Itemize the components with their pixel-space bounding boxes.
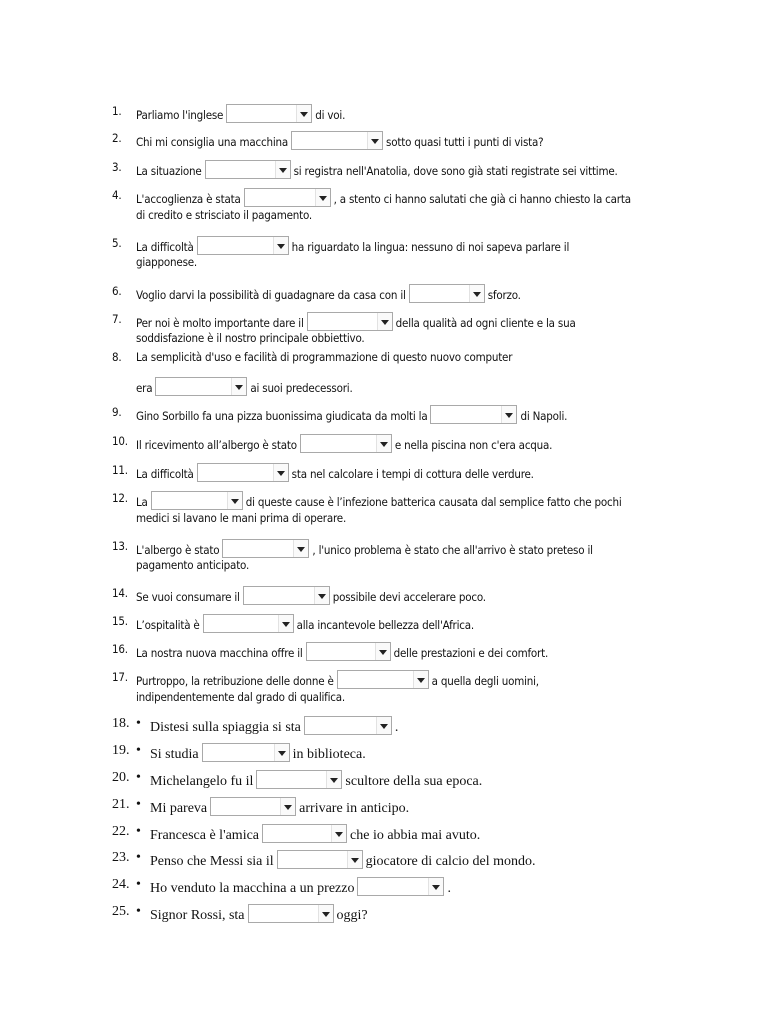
chevron-down-icon[interactable] [428, 878, 443, 895]
answer-dropdown[interactable] [291, 131, 383, 150]
sentence-after: , l'unico problema è stato che all'arrivo è stato preteso il [312, 543, 593, 557]
chevron-down-icon[interactable] [469, 285, 484, 302]
answer-dropdown[interactable] [304, 716, 392, 735]
sentence-after: alla incantevole bellezza dell'Africa. [296, 618, 474, 632]
sentence-after: possibile devi accelerare poco. [332, 590, 486, 604]
chevron-down-icon[interactable] [315, 189, 330, 206]
sentence-before: La [136, 495, 148, 509]
item-number: 17. [112, 670, 128, 684]
item-number: 12. [112, 491, 128, 505]
sentence-after: ai suoi predecessori. [250, 381, 353, 395]
sentence-after: e nella piscina non c'era acqua. [394, 438, 553, 452]
sentence-before: era [136, 381, 153, 395]
item-sentence [136, 434, 552, 453]
item-number: 16. [112, 642, 128, 656]
chevron-down-icon[interactable] [413, 671, 428, 688]
sentence-continuation: medici si lavano le mani prima di operare. [136, 511, 347, 525]
sentence-before: Signor Rossi, sta [150, 908, 245, 923]
item-sentence [136, 377, 353, 396]
item-number: 3. [112, 160, 122, 174]
sentence-after: arrivare in anticipo. [299, 801, 410, 816]
sentence-after: di Napoli. [520, 409, 568, 423]
item-sentence [136, 284, 521, 303]
item-sentence [136, 104, 345, 123]
answer-dropdown[interactable] [202, 743, 290, 762]
sentence-after: giocatore di calcio del mondo. [365, 854, 536, 869]
chevron-down-icon[interactable] [376, 435, 391, 452]
chevron-down-icon[interactable] [377, 313, 392, 330]
item-sentence [136, 670, 539, 689]
answer-dropdown[interactable] [277, 850, 363, 869]
sentence-before: Distesi sulla spiaggia si sta [150, 720, 301, 735]
sentence-after: . [447, 881, 451, 896]
bullet: • [136, 797, 141, 812]
sentence-after: in biblioteca. [292, 747, 366, 762]
item-sentence [136, 586, 486, 605]
bullet: • [136, 716, 141, 731]
item-number: 5. [112, 236, 122, 250]
sentence-after: . [394, 720, 399, 735]
bullet: • [136, 904, 141, 919]
sentence-after: di queste cause è l’infezione batterica causata dal semplice fatto che pochi [245, 495, 622, 509]
item-text-line: La semplicità d'uso e facilità di programmazione di questo nuovo computer [136, 350, 513, 364]
sentence-continuation: indipendentemente dal grado di qualifica. [136, 690, 345, 704]
sentence-before: Voglio darvi la possibilità di guadagnare da casa con il [136, 288, 406, 302]
chevron-down-icon[interactable] [376, 717, 391, 734]
bullet: • [136, 743, 141, 758]
item-sentence [136, 312, 576, 331]
item-number: 25. [112, 904, 130, 919]
answer-dropdown[interactable] [243, 586, 330, 605]
answer-dropdown[interactable] [430, 405, 517, 424]
item-number: 13. [112, 539, 128, 553]
chevron-down-icon[interactable] [273, 464, 288, 481]
answer-dropdown[interactable] [210, 797, 296, 816]
chevron-down-icon[interactable] [293, 540, 308, 557]
chevron-down-icon[interactable] [273, 237, 288, 254]
sentence-before: L’ospitalità è [136, 618, 200, 632]
item-number: 21. [112, 797, 130, 812]
item-sentence [150, 743, 366, 763]
item-sentence [136, 463, 534, 482]
answer-dropdown[interactable] [203, 614, 294, 633]
bullet: • [136, 877, 141, 892]
sentence-after: scultore della sua epoca. [345, 774, 483, 789]
item-number: 11. [112, 463, 128, 477]
answer-dropdown[interactable] [205, 160, 291, 179]
answer-dropdown[interactable] [300, 434, 392, 453]
item-sentence [136, 491, 622, 510]
item-number: 22. [112, 824, 130, 839]
sentence-after: a quella degli uomini, [431, 674, 539, 688]
item-sentence [150, 716, 398, 736]
answer-dropdown[interactable] [256, 770, 342, 789]
bullet: • [136, 824, 141, 839]
sentence-after: della qualità ad ogni cliente e la sua [395, 316, 576, 330]
sentence-after: delle prestazioni e dei comfort. [393, 646, 549, 660]
sentence-continuation: pagamento anticipato. [136, 558, 250, 572]
sentence-before: Francesca è l'amica [150, 828, 260, 843]
answer-dropdown[interactable] [222, 539, 309, 558]
answer-dropdown[interactable] [226, 104, 312, 123]
answer-dropdown[interactable] [306, 642, 391, 661]
item-sentence [136, 236, 569, 255]
item-number: 24. [112, 877, 130, 892]
item-number: 9. [112, 405, 122, 419]
answer-dropdown[interactable] [155, 377, 247, 396]
bullet: • [136, 770, 141, 785]
chevron-down-icon[interactable] [375, 643, 390, 660]
sentence-before: Gino Sorbillo fa una pizza buonissima giudicata da molti la [136, 409, 428, 423]
chevron-down-icon[interactable] [331, 825, 346, 842]
item-number: 20. [112, 770, 130, 785]
sentence-after: si registra nell'Anatolia, dove sono già stati registrate sei vittime. [293, 164, 618, 178]
chevron-down-icon[interactable] [501, 406, 516, 423]
sentence-before: Il ricevimento all’albergo è stato [136, 438, 297, 452]
item-sentence [136, 188, 631, 207]
item-number: 2. [112, 131, 122, 145]
item-number: 10. [112, 434, 128, 448]
chevron-down-icon[interactable] [280, 798, 295, 815]
sentence-continuation: giapponese. [136, 255, 198, 269]
item-sentence [150, 824, 480, 844]
chevron-down-icon[interactable] [278, 615, 293, 632]
chevron-down-icon[interactable] [347, 851, 362, 868]
answer-dropdown[interactable] [409, 284, 485, 303]
answer-dropdown[interactable] [197, 236, 289, 255]
answer-dropdown[interactable] [357, 877, 444, 896]
sentence-before: Si studia [150, 747, 199, 762]
item-number: 18. [112, 716, 130, 731]
sentence-before: Parliamo l'inglese [136, 108, 224, 122]
sentence-before: L'accoglienza è stata [136, 192, 241, 206]
item-sentence [136, 160, 618, 179]
sentence-before: Ho venduto la macchina a un prezzo [150, 881, 355, 896]
item-sentence [136, 614, 474, 633]
item-number: 7. [112, 312, 122, 326]
item-sentence [150, 797, 409, 817]
sentence-before: Chi mi consiglia una macchina [136, 135, 289, 149]
item-number: 19. [112, 743, 130, 758]
sentence-before: La situazione [136, 164, 202, 178]
sentence-before: L'albergo è stato [136, 543, 220, 557]
sentence-after: che io abbia mai avuto. [350, 828, 481, 843]
answer-dropdown[interactable] [337, 670, 429, 689]
item-sentence [150, 904, 368, 924]
sentence-after: ha riguardato la lingua: nessuno di noi sapeva parlare il [291, 240, 570, 254]
sentence-before: Purtroppo, la retribuzione delle donne è [136, 674, 334, 688]
sentence-before: La difficoltà [136, 240, 194, 254]
item-sentence [136, 405, 567, 424]
chevron-down-icon[interactable] [367, 132, 382, 149]
sentence-before: La difficoltà [136, 467, 194, 481]
item-sentence [136, 131, 543, 150]
chevron-down-icon[interactable] [227, 492, 242, 509]
sentence-before: La nostra nuova macchina offre il [136, 646, 303, 660]
answer-dropdown[interactable] [197, 463, 289, 482]
item-sentence [150, 770, 482, 790]
sentence-after: , a stento ci hanno salutati che già ci hanno chiesto la carta [333, 192, 631, 206]
item-sentence [136, 539, 593, 558]
item-number: 23. [112, 850, 130, 865]
sentence-after: di voi. [315, 108, 346, 122]
answer-dropdown[interactable] [307, 312, 393, 331]
item-number: 8. [112, 350, 122, 364]
item-number: 14. [112, 586, 128, 600]
answer-dropdown[interactable] [244, 188, 331, 207]
item-sentence [150, 850, 536, 870]
chevron-down-icon[interactable] [231, 378, 246, 395]
sentence-after: oggi? [336, 908, 368, 923]
sentence-before: Se vuoi consumare il [136, 590, 240, 604]
item-number: 15. [112, 614, 128, 628]
chevron-down-icon[interactable] [314, 587, 329, 604]
sentence-before: Penso che Messi sia il [150, 854, 274, 869]
sentence-before: Per noi è molto importante dare il [136, 316, 304, 330]
item-number: 4. [112, 188, 122, 202]
sentence-before: Mi pareva [150, 801, 208, 816]
item-sentence [136, 642, 548, 661]
sentence-continuation: di credito e strisciato il pagamento. [136, 208, 313, 222]
chevron-down-icon[interactable] [318, 905, 333, 922]
chevron-down-icon[interactable] [275, 161, 290, 178]
sentence-before: Michelangelo fu il [150, 774, 254, 789]
item-number: 6. [112, 284, 122, 298]
sentence-after: sotto quasi tutti i punti di vista? [386, 135, 544, 149]
sentence-after: sforzo. [487, 288, 521, 302]
item-sentence [150, 877, 451, 897]
chevron-down-icon[interactable] [296, 105, 311, 122]
answer-dropdown[interactable] [151, 491, 243, 510]
chevron-down-icon[interactable] [274, 744, 289, 761]
chevron-down-icon[interactable] [326, 771, 341, 788]
bullet: • [136, 850, 141, 865]
sentence-continuation: soddisfazione è il nostro principale obbiettivo. [136, 331, 365, 345]
item-number: 1. [112, 104, 122, 118]
answer-dropdown[interactable] [248, 904, 334, 923]
answer-dropdown[interactable] [262, 824, 347, 843]
sentence-after: sta nel calcolare i tempi di cottura delle verdure. [291, 467, 534, 481]
